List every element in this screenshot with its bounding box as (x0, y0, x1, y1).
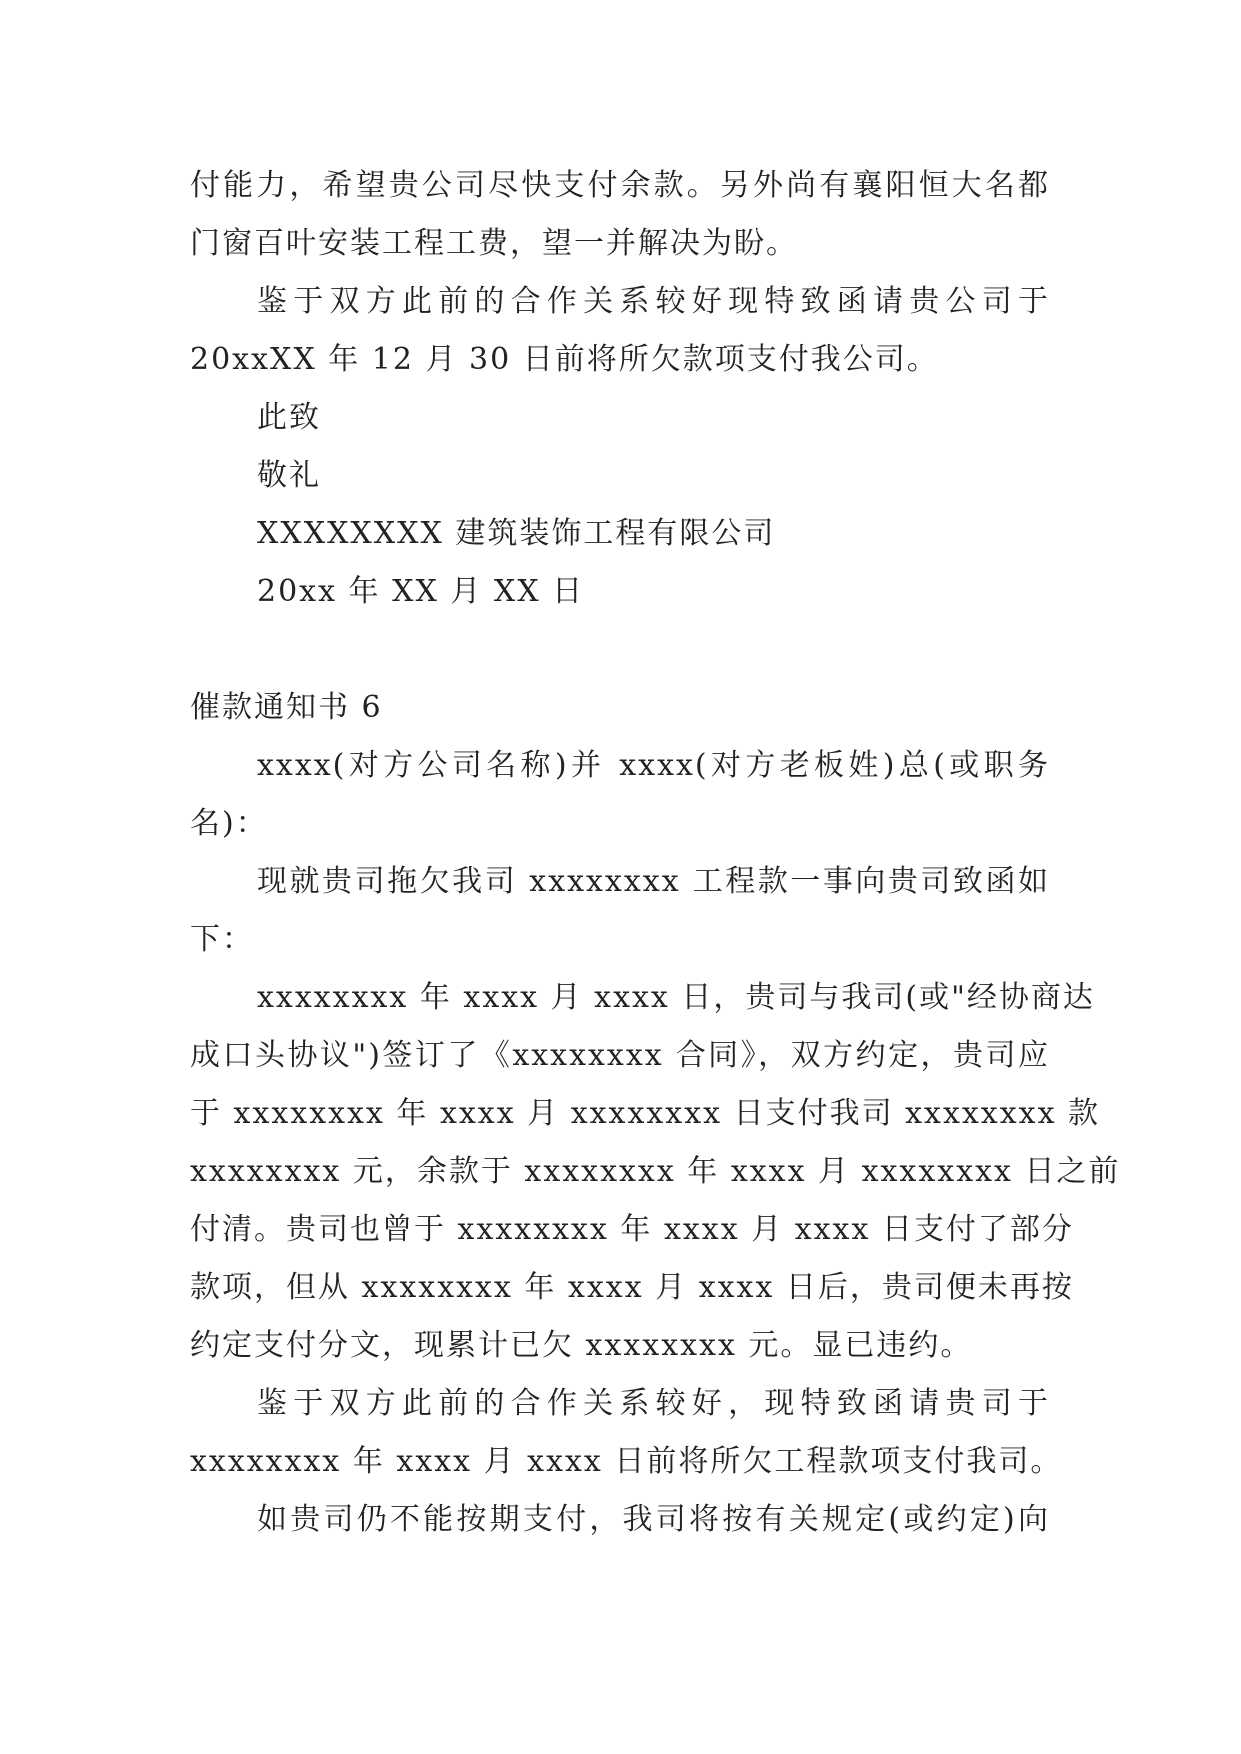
text-line: xxxxxxxx 年 xxxx 月 xxxx 日，贵司与我司(或"经协商达 (257, 980, 1095, 1015)
text-line: 付能力，希望贵公司尽快支付余款。另外尚有襄阳恒大名都 (190, 168, 1050, 203)
text-line: xxxxxxxx 元，余款于 xxxxxxxx 年 xxxx 月 xxxxxxxx 日之前 (190, 1154, 1121, 1189)
text-line: 门窗百叶安装工程工费，望一并解决为盼。 (190, 226, 798, 261)
text-line: 20xx 年 XX 月 XX 日 (257, 574, 585, 609)
text-line: 名)： (190, 806, 268, 841)
text-line: XXXXXXXX 建筑装饰工程有限公司 (257, 516, 776, 551)
text-line: 付清。贵司也曾于 xxxxxxxx 年 xxxx 月 xxxx 日支付了部分 (190, 1212, 1074, 1247)
text-line: 款项，但从 xxxxxxxx 年 xxxx 月 xxxx 日后，贵司便未再按 (190, 1270, 1074, 1305)
text-line: xxxx(对方公司名称)并 xxxx(对方老板姓)总(或职务 (257, 748, 1050, 783)
text-line: 于 xxxxxxxx 年 xxxx 月 xxxxxxxx 日支付我司 xxxxxxxx 款 (190, 1096, 1101, 1131)
text-line: 成口头协议")签订了《xxxxxxxx 合同》，双方约定，贵司应 (190, 1038, 1050, 1073)
text-line: xxxxxxxx 年 xxxx 月 xxxx 日前将所欠工程款项支付我司。 (190, 1444, 1063, 1479)
text-line: 现就贵司拖欠我司 xxxxxxxx 工程款一事向贵司致函如 (257, 864, 1050, 899)
text-line: 如贵司仍不能按期支付，我司将按有关规定(或约定)向 (257, 1502, 1050, 1537)
text-line: 20xxXX 年 12 月 30 日前将所欠款项支付我公司。 (190, 342, 939, 377)
text-line: 此致 (257, 400, 321, 435)
text-line: 敬礼 (257, 458, 321, 493)
text-line: 约定支付分文，现累计已欠 xxxxxxxx 元。显已违约。 (190, 1328, 973, 1363)
text-line: 鉴于双方此前的合作关系较好现特致函请贵公司于 (257, 284, 1050, 319)
section-heading: 催款通知书 6 (190, 690, 383, 725)
text-line: 鉴于双方此前的合作关系较好，现特致函请贵司于 (257, 1386, 1050, 1421)
text-line: 下： (190, 922, 254, 957)
